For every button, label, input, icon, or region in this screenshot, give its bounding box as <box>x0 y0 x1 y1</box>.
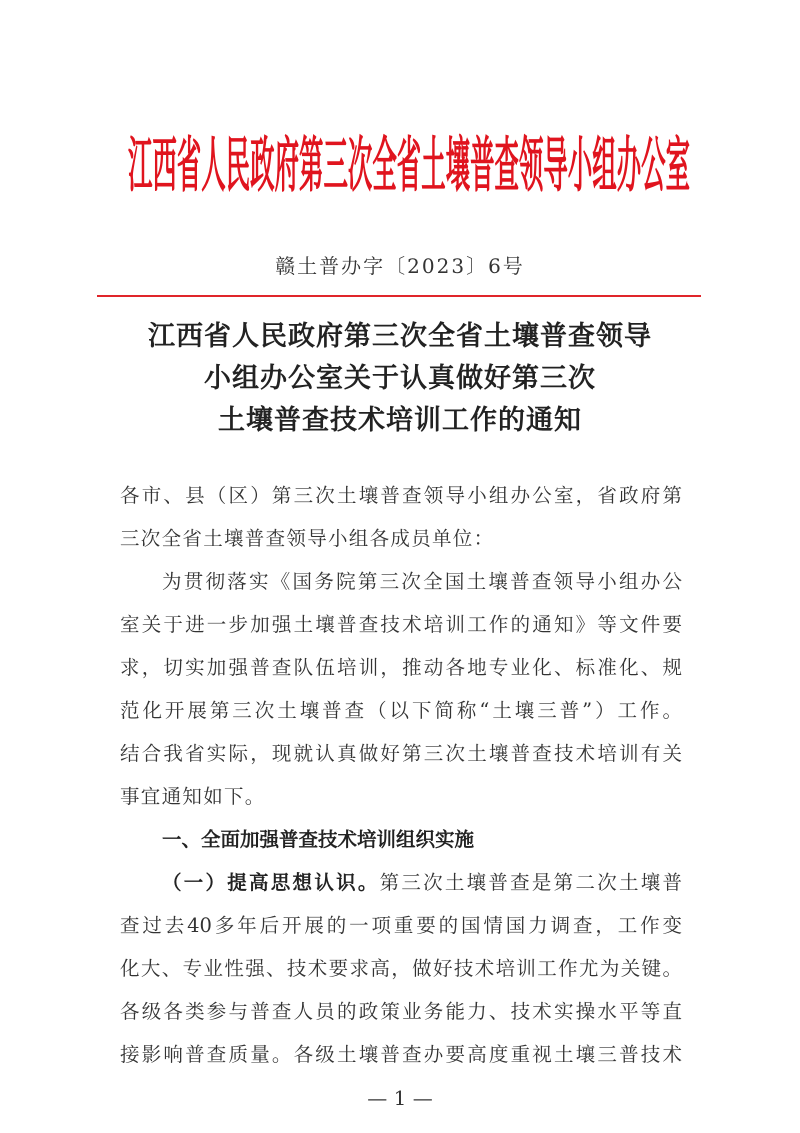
item-1-line: 各级各类参与普查人员的政策业务能力、技术实操水平等直 <box>120 1000 682 1023</box>
document-number: 赣土普办字〔2023〕6号 <box>275 254 525 278</box>
organization-name: 江西省人民政府第三次全省土壤普查领导小组办公室 <box>128 131 690 201</box>
document-title-line-1: 江西省人民政府第三次全省土壤普查领导 <box>148 321 652 352</box>
section-heading-1: 一、全面加强普查技术培训组织实施 <box>162 828 475 851</box>
issuing-organization-header <box>0 118 800 208</box>
item-1-first-line <box>162 869 682 897</box>
addressee-line: 各市、县（区）第三次土壤普查领导小组办公室，省政府第 <box>120 484 682 507</box>
item-1-line: 查过去40多年后开展的一项重要的国情国力调查，工作变 <box>120 914 682 937</box>
intro-line: 室关于进一步加强土壤普查技术培训工作的通知》等文件要 <box>120 613 682 636</box>
intro-line: 事宜通知如下。 <box>120 785 266 808</box>
item-1-text: 第三次土壤普查是第二次土壤普 <box>379 871 682 894</box>
intro-line: 范化开展第三次土壤普查（以下简称“土壤三普”）工作。 <box>120 699 682 722</box>
addressee-line: 三次全省土壤普查领导小组各成员单位： <box>120 527 495 550</box>
document-title-line-2: 小组办公室关于认真做好第三次 <box>204 363 596 394</box>
item-1-line: 化大、专业性强、技术要求高，做好技术培训工作尤为关键。 <box>120 957 682 980</box>
item-1-label: （一）提高思想认识。 <box>162 871 380 894</box>
intro-line: 求，切实加强普查队伍培训，推动各地专业化、标准化、规 <box>120 656 682 679</box>
organization-name-graphic <box>0 118 800 208</box>
page-number: — 1 — <box>367 1086 433 1110</box>
red-divider <box>97 295 701 297</box>
document-title-line-3: 土壤普查技术培训工作的通知 <box>218 405 582 436</box>
intro-line: 为贯彻落实《国务院第三次全国土壤普查领导小组办公 <box>162 570 682 593</box>
item-1-line: 接影响普查质量。各级土壤普查办要高度重视土壤三普技术 <box>120 1043 682 1066</box>
intro-line: 结合我省实际，现就认真做好第三次土壤普查技术培训有关 <box>120 742 682 765</box>
